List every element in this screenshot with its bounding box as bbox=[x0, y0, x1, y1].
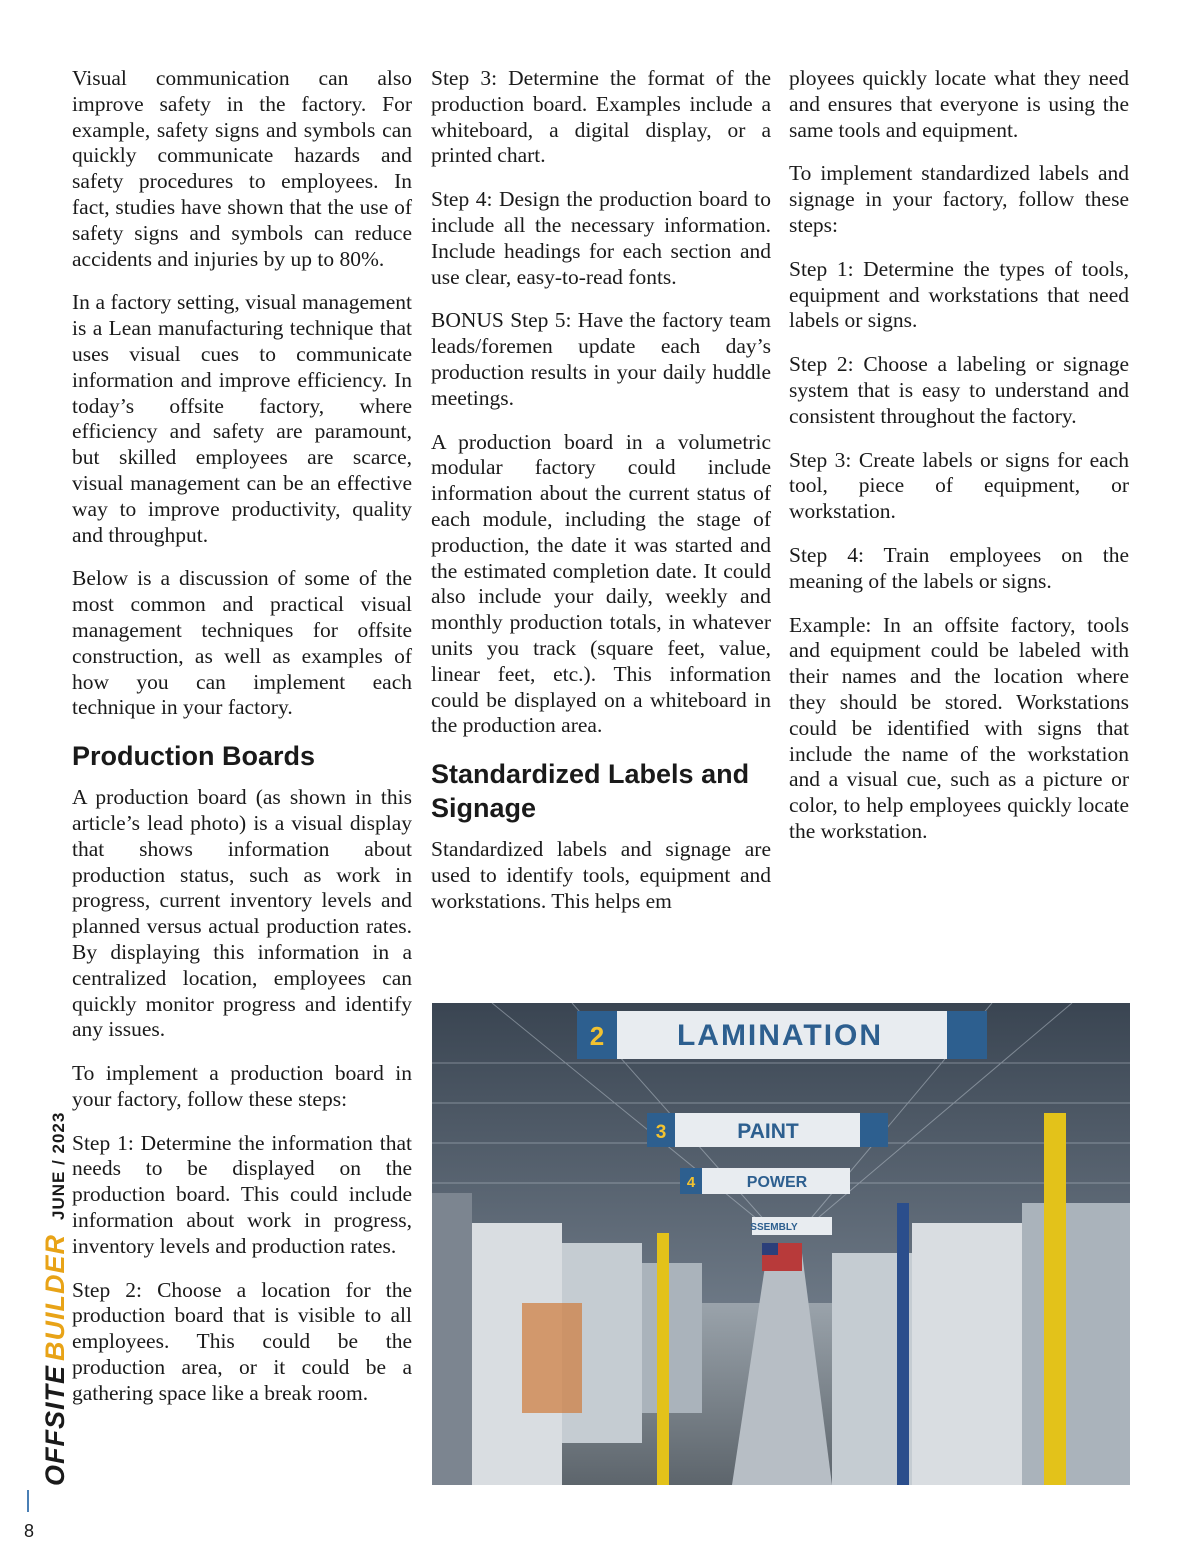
factory-floor-photo bbox=[432, 1003, 1130, 1485]
sign-label: SSEMBLY bbox=[750, 1222, 798, 1233]
paragraph: A production board in a volumetric modular factory could include information about the current status of each module, including the stage of production, the date it was started and the estimated completion date. It could also include your daily, weekly and monthly production totals, in whatever units you track (square feet, value, linear feet, etc.). This information could be displayed on a whiteboard in the production area. bbox=[431, 429, 771, 738]
paragraph: Example: In an offsite factory, tools and equipment could be labeled with their names and the location where they should be stored. Workstations could be identified with signs that include the name of the workstation and a visual cue, such as a picture or color, to help employees quickly locate the workstation. bbox=[789, 612, 1129, 843]
paragraph: Step 2: Choose a labeling or signage system that is easy to understand and consistent throughout the factory. bbox=[789, 352, 1129, 428]
article-column-3 bbox=[789, 66, 1129, 863]
american-flag bbox=[762, 1243, 802, 1271]
issue-date: JUNE / 2023 bbox=[49, 1111, 68, 1220]
brand-offsite: OFFSITE bbox=[40, 1365, 70, 1486]
sign-lamination bbox=[577, 1011, 987, 1059]
section-heading-standardized-labels: Standardized Labels and Signage bbox=[431, 759, 750, 824]
page-number: 8 bbox=[24, 1521, 35, 1541]
paragraph: Below is a discussion of some of the most common and practical visual management techniques for offsite construction, as well as examples of how you can implement each technique in your factory. bbox=[72, 566, 412, 720]
paragraph: Step 4: Train employees on the meaning of the labels or signs. bbox=[789, 542, 1129, 593]
sign-number: 3 bbox=[655, 1122, 667, 1143]
sign-number: 2 bbox=[589, 1021, 605, 1051]
brand-builder: BUILDER bbox=[40, 1234, 70, 1361]
sign-number: 4 bbox=[686, 1174, 696, 1191]
magazine-sidebar bbox=[40, 1112, 71, 1486]
paragraph: Step 4: Design the production board to include all the necessary information. Include headings for each section and use clear, easy-to-read fonts. bbox=[431, 187, 771, 289]
section-heading-production-boards: Production Boards bbox=[72, 741, 316, 772]
sign-paint bbox=[647, 1113, 888, 1147]
paragraph: In a factory setting, visual management is a Lean manufacturing technique that uses visual cues to communicate information and improve efficiency. In today’s offsite factory, where efficiency and safety are paramount, but skilled employees are scarce, visual management can be an effective way to improve productivity, quality and throughput. bbox=[72, 290, 412, 547]
paragraph: BONUS Step 5: Have the factory team leads/foremen update each day’s production results in your daily huddle meetings. bbox=[431, 308, 771, 410]
paragraph: Step 3: Determine the format of the production board. Examples include a whiteboard, a digital display, or a printed chart. bbox=[431, 66, 771, 168]
paragraph: A production board (as shown in this article’s lead photo) is a visual display that shows information about production status, such as work in progress, current inventory levels and planned versus actual production rates. By displaying this information in a centralized location, employees can quickly monitor progress and identify any issues. bbox=[72, 785, 412, 1042]
paragraph: Step 1: Determine the information that needs to be displayed on the production board. This could include information about work in progress, inventory levels and production rates. bbox=[72, 1130, 412, 1258]
sign-label: LAMINATION bbox=[676, 1019, 884, 1052]
sign-label: PAINT bbox=[737, 1120, 799, 1143]
paragraph: To implement a production board in your factory, follow these steps: bbox=[72, 1061, 412, 1111]
sign-label: POWER bbox=[746, 1174, 808, 1191]
paragraph: ployees quickly locate what they need and ensures that everyone is using the same tools and equipment. bbox=[789, 66, 1129, 142]
paragraph: Visual communication can also improve safety in the factory. For example, safety signs and symbols can quickly communicate hazards and safety procedures to employees. In fact, studies have shown that the use of safety signs and symbols can reduce accidents and injuries by up to 80%. bbox=[72, 66, 412, 271]
paragraph: Step 3: Create labels or signs for each tool, piece of equipment, or workstation. bbox=[789, 447, 1129, 524]
paragraph: Standardized labels and signage are used to identify tools, equipment and workstations. This helps em bbox=[431, 837, 771, 913]
article-column-2 bbox=[431, 66, 771, 933]
sidebar-rule bbox=[27, 1490, 29, 1512]
sign-assembly bbox=[750, 1217, 832, 1235]
paragraph: Step 1: Determine the types of tools, equipment and workstations that need labels or signs. bbox=[789, 256, 1129, 333]
sign-power bbox=[680, 1168, 850, 1194]
article-column-1 bbox=[72, 66, 412, 1425]
paragraph: Step 2: Choose a location for the production board that is visible to all employees. This could be the production area, or it could be a gathering space like a break room. bbox=[72, 1277, 412, 1405]
paragraph: To implement standardized labels and signage in your factory, follow these steps: bbox=[789, 161, 1129, 237]
